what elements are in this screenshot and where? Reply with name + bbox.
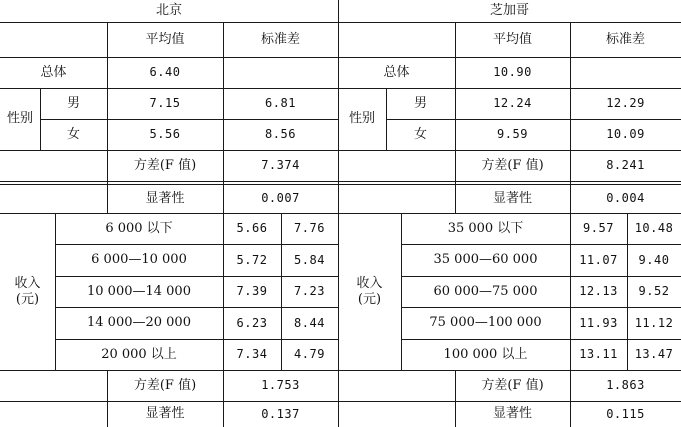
- income-range-chicago: 75 000—100 000: [429, 315, 542, 331]
- overall-sd-chicago: [570, 57, 681, 88]
- overall-label-chicago: 总体: [383, 64, 410, 80]
- income-range-chicago: 60 000—75 000: [433, 283, 538, 299]
- income-mean-beijing: 6.23: [236, 315, 268, 330]
- male-label-beijing: 男: [66, 95, 80, 111]
- income-sd-chicago: 9.52: [638, 284, 670, 299]
- income-label-beijing: [0, 213, 55, 370]
- income-sd-beijing: 5.84: [294, 252, 325, 267]
- income-label-line2: (元): [15, 291, 40, 307]
- col-header-sd-chicago: 标准差: [605, 31, 645, 47]
- gender-f-value-beijing: 7.374: [261, 158, 300, 173]
- income-sd-beijing: 8.44: [294, 315, 325, 330]
- male-sd-chicago: 12.29: [606, 96, 645, 111]
- overall-mean-chicago: 10.90: [493, 65, 532, 80]
- col-header-mean-beijing: 平均值: [145, 31, 185, 47]
- overall-mean-beijing: 6.40: [149, 65, 181, 80]
- city-header-chicago: 芝加哥: [489, 3, 529, 19]
- gender-variance-label-chicago: 方差(F 值): [481, 157, 544, 173]
- income-significance-chicago: 0.115: [606, 406, 645, 421]
- income-sd-beijing: 4.79: [294, 347, 325, 362]
- female-label-beijing: 女: [66, 126, 80, 142]
- income-label-line2: (元): [357, 291, 382, 307]
- income-range-beijing: 10 000—14 000: [87, 283, 191, 299]
- male-mean-chicago: 12.24: [493, 96, 532, 111]
- income-sd-beijing: 7.23: [294, 284, 325, 299]
- col-header-sd-beijing: 标准差: [260, 31, 300, 47]
- overall-sd-beijing: [223, 57, 338, 88]
- female-mean-beijing: 5.56: [149, 127, 181, 142]
- income-mean-beijing: 7.39: [236, 284, 268, 299]
- income-f-value-beijing: 1.753: [261, 378, 300, 393]
- income-label-line1: 收入: [356, 275, 383, 291]
- income-mean-chicago: 13.11: [579, 347, 618, 362]
- income-variance-label-chicago: 方差(F 值): [481, 377, 544, 393]
- income-variance-label-beijing: 方差(F 值): [133, 377, 197, 393]
- income-range-beijing: 6 000 以下: [105, 220, 173, 236]
- male-sd-beijing: 6.81: [265, 96, 296, 111]
- overall-label-beijing: 总体: [40, 64, 67, 80]
- income-sd-beijing: 7.76: [294, 221, 325, 236]
- female-sd-beijing: 8.56: [265, 127, 296, 142]
- city-header-beijing: 北京: [155, 3, 182, 19]
- gender-label-chicago: 性别: [348, 111, 375, 127]
- income-mean-chicago: 9.57: [583, 221, 614, 236]
- gender-significance-label-beijing: 显著性: [145, 190, 185, 206]
- income-sd-chicago: 9.40: [638, 252, 670, 267]
- col-header-mean-chicago: 平均值: [492, 31, 532, 47]
- income-range-beijing: 14 000—20 000: [87, 315, 191, 331]
- female-mean-chicago: 9.59: [497, 127, 528, 142]
- income-mean-chicago: 12.13: [579, 284, 618, 299]
- grid-line: [0, 181, 681, 182]
- gender-label-beijing: 性别: [6, 111, 33, 127]
- gender-f-value-chicago: 8.241: [606, 158, 645, 173]
- gender-significance-chicago: 0.004: [606, 191, 645, 206]
- income-range-chicago: 35 000—60 000: [433, 252, 538, 268]
- income-range-chicago: 100 000 以上: [443, 346, 528, 362]
- income-sd-chicago: 10.48: [634, 221, 674, 236]
- income-mean-beijing: 5.66: [236, 221, 268, 236]
- income-mean-beijing: 5.72: [236, 252, 268, 267]
- gender-variance-label-beijing: 方差(F 值): [133, 157, 197, 173]
- income-sd-chicago: 13.47: [634, 347, 674, 362]
- income-sd-chicago: 11.12: [634, 315, 674, 330]
- male-mean-beijing: 7.15: [149, 96, 181, 111]
- gender-significance-label-chicago: 显著性: [492, 190, 532, 206]
- income-significance-beijing: 0.137: [261, 406, 300, 421]
- income-mean-chicago: 11.07: [579, 252, 618, 267]
- income-label-line1: 收入: [14, 275, 41, 291]
- income-label-chicago: [338, 213, 401, 370]
- female-label-chicago: 女: [413, 126, 427, 142]
- female-sd-chicago: 10.09: [606, 127, 645, 142]
- male-label-chicago: 男: [413, 95, 427, 111]
- income-significance-label-chicago: 显著性: [492, 406, 532, 422]
- income-significance-label-beijing: 显著性: [145, 406, 185, 422]
- income-range-chicago: 35 000 以下: [447, 220, 524, 236]
- gender-significance-beijing: 0.007: [261, 191, 300, 206]
- income-f-value-chicago: 1.863: [606, 378, 645, 393]
- income-range-beijing: 20 000 以上: [101, 346, 177, 362]
- income-mean-chicago: 11.93: [579, 315, 618, 330]
- income-mean-beijing: 7.34: [236, 347, 268, 362]
- income-range-beijing: 6 000—10 000: [91, 252, 187, 268]
